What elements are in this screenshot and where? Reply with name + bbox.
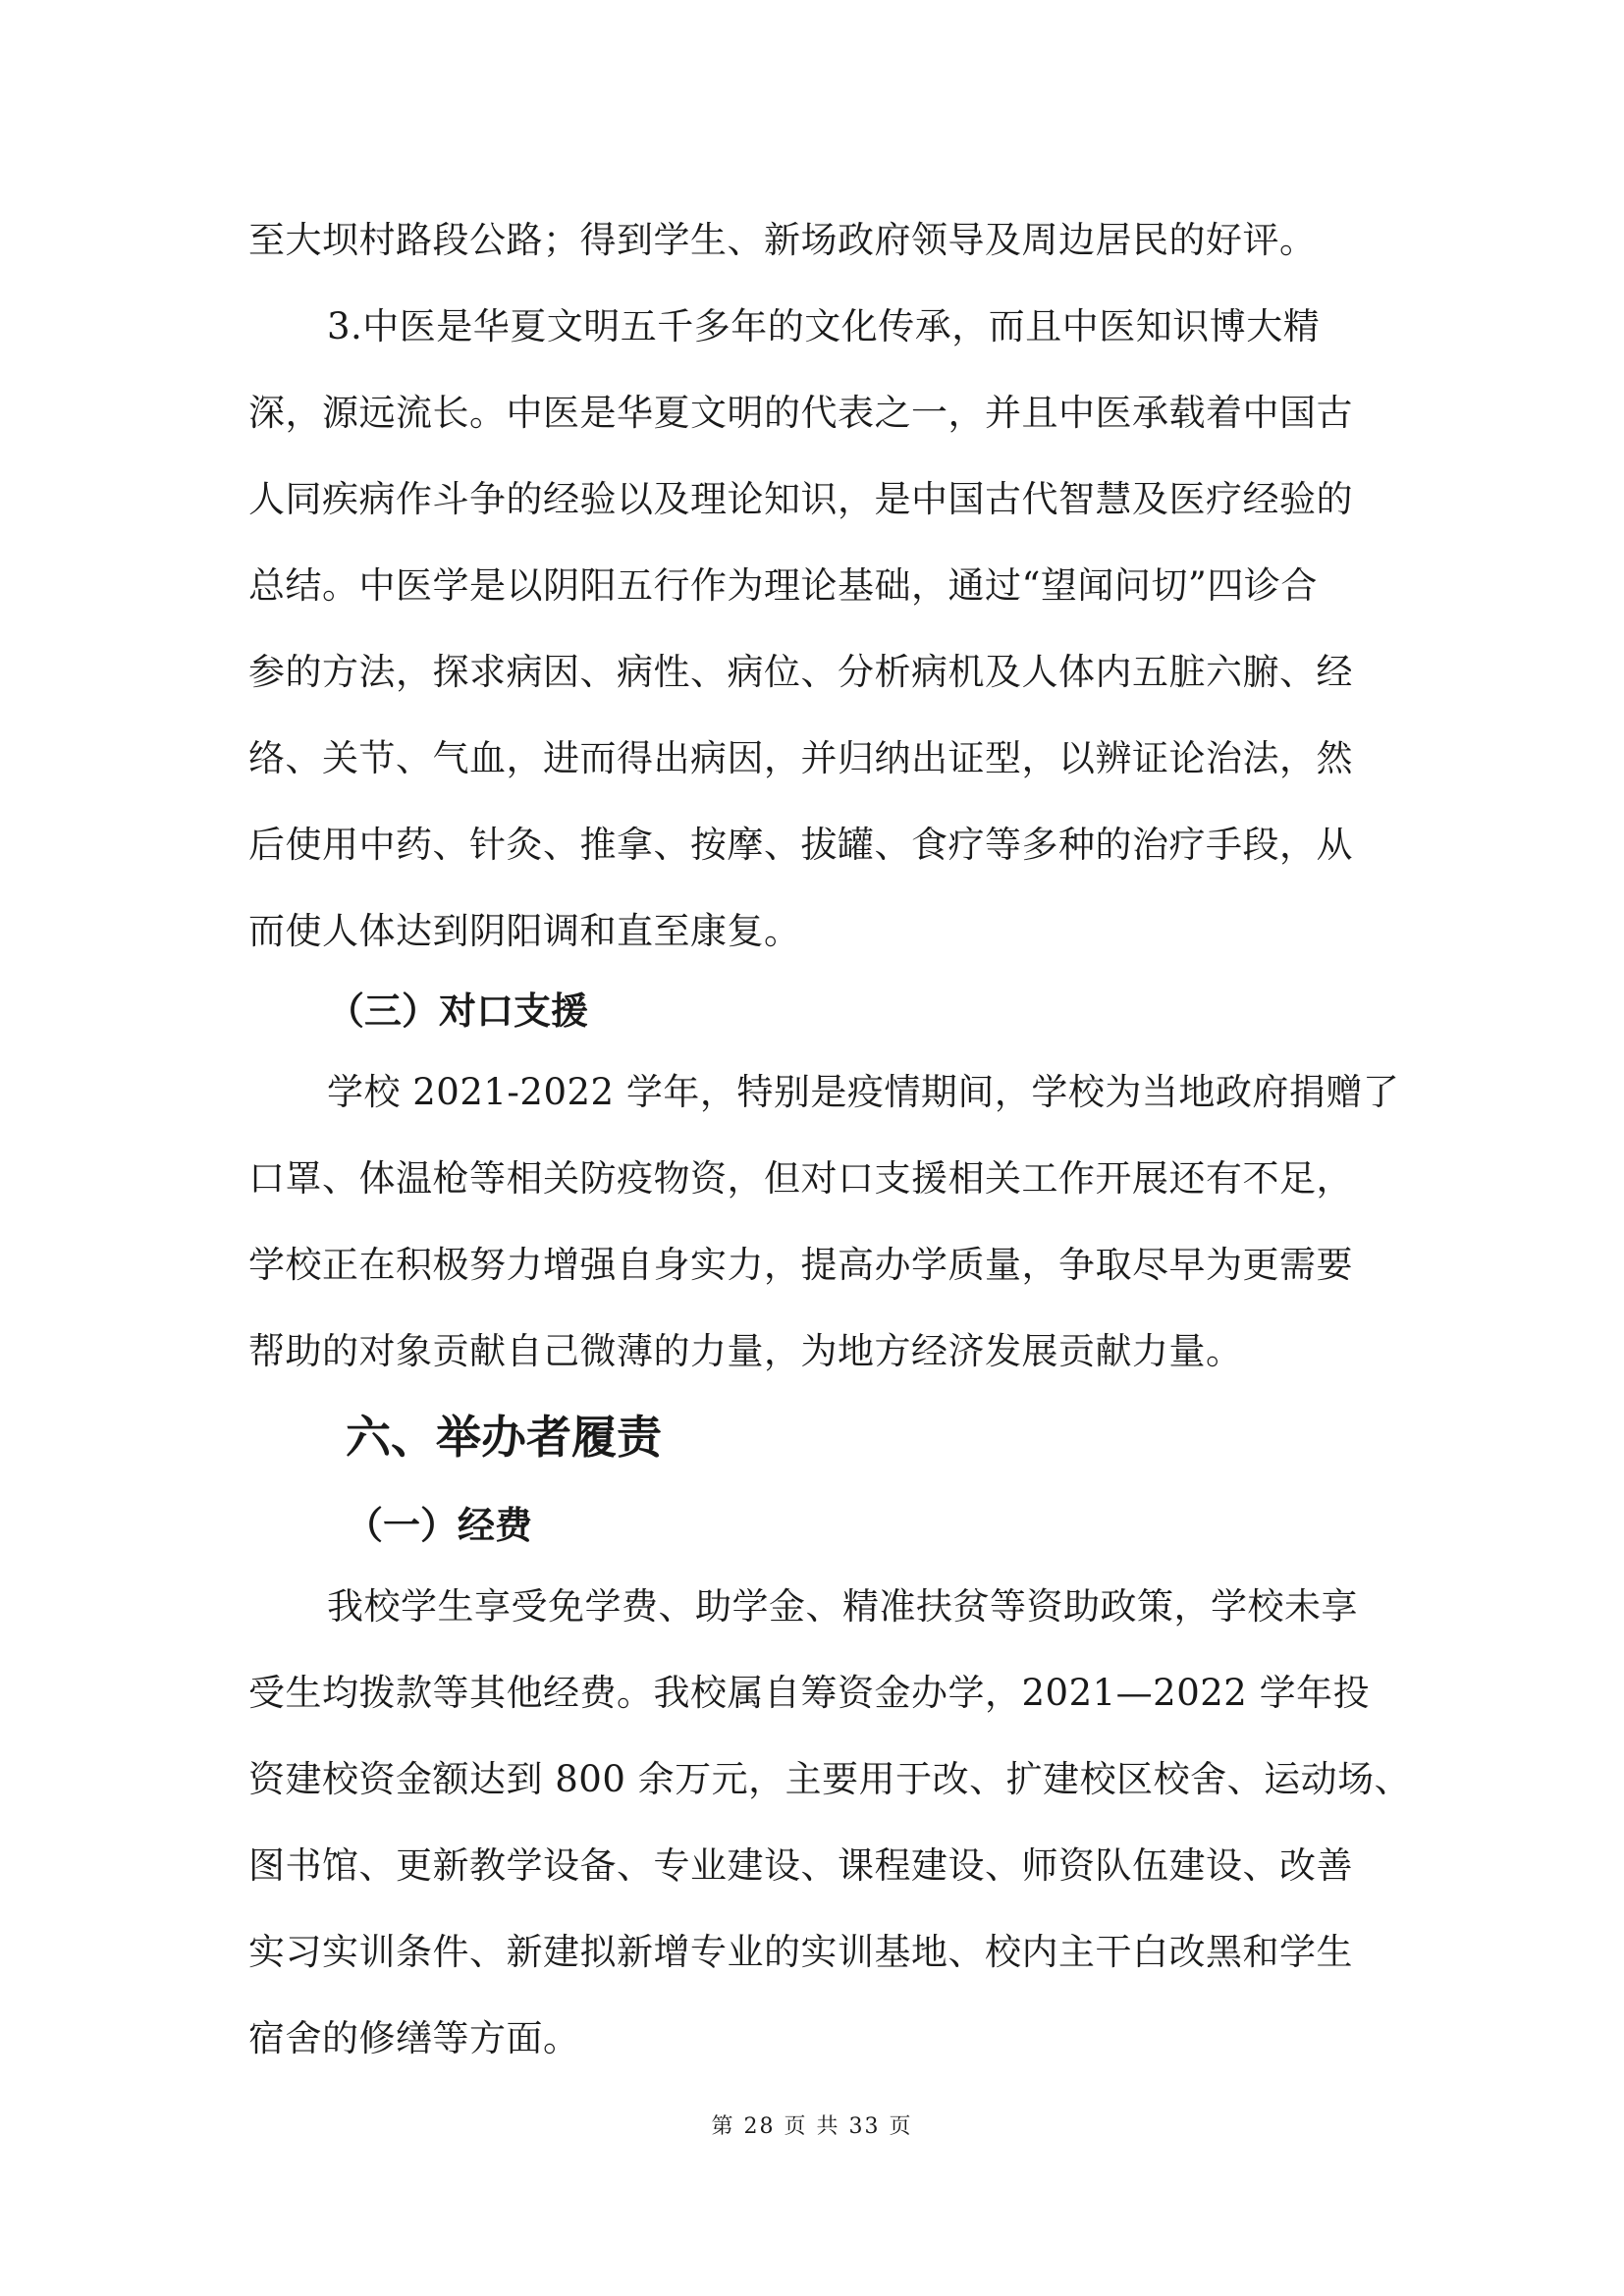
text-line: 口罩、体温枪等相关防疫物资，但对口支援相关工作开展还有不足， [248,1157,1353,1200]
text-line: 图书馆、更新教学设备、专业建设、课程建设、师资队伍建设、改善 [248,1844,1353,1887]
text-line: 受生均拨款等其他经费。我校属自筹资金办学，2021—2022 学年投 [248,1672,1371,1714]
text-line: 帮助的对象贡献自己微薄的力量，为地方经济发展贡献力量。 [248,1330,1243,1372]
text-line: 参的方法，探求病因、病性、病位、分析病机及人体内五脏六腑、经 [248,651,1353,693]
text-line: 学校正在积极努力增强自身实力，提高办学质量，争取尽早为更需要 [248,1244,1353,1286]
text-line: 而使人体达到阴阳调和直至康复。 [248,910,801,952]
sub-heading-counterpart-support: （三）对口支援 [327,989,589,1033]
sub-heading-funding: （一）经费 [346,1504,533,1547]
text-line: 后使用中药、针灸、推拿、按摩、拔罐、食疗等多种的治疗手段，从 [248,824,1353,866]
text-line: 宿舍的修缮等方面。 [248,2017,580,2059]
text-line: 3.中医是华夏文明五千多年的文化传承，而且中医知识博大精 [327,305,1321,347]
text-line: 总结。中医学是以阴阳五行作为理论基础，通过“望闻问切”四诊合 [248,564,1318,607]
page-number-footer: 第 28 页 共 33 页 [711,2114,913,2139]
text-line: 我校学生享受免学费、助学金、精准扶贫等资助政策，学校未享 [327,1585,1358,1628]
text-line: 深，源远流长。中医是华夏文明的代表之一，并且中医承载着中国古 [248,392,1353,434]
text-line: 络、关节、气血，进而得出病因，并归纳出证型，以辨证论治法，然 [248,737,1353,779]
text-line: 实习实训条件、新建拟新增专业的实训基地、校内主干白改黑和学生 [248,1931,1353,1973]
text-line: 人同疾病作斗争的经验以及理论知识，是中国古代智慧及医疗经验的 [248,478,1353,520]
text-line: 资建校资金额达到 800 余万元，主要用于改、扩建校区校舍、运动场、 [248,1758,1412,1800]
text-line: 至大坝村路段公路；得到学生、新场政府领导及周边居民的好评。 [248,219,1317,261]
text-line: 学校 2021-2022 学年，特别是疫情期间，学校为当地政府捐赠了 [327,1071,1400,1113]
section-heading-sponsor-duties: 六、举办者履责 [346,1411,662,1464]
